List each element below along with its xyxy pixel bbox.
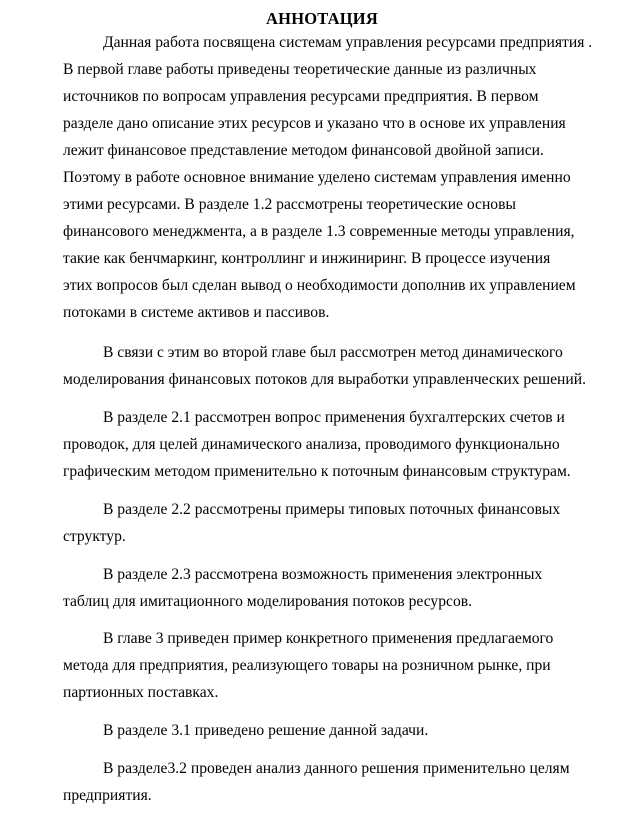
paragraph-line: В первой главе работы приведены теоретические данные из различных (63, 61, 537, 78)
paragraph-line: В разделе 2.2 рассмотрены примеры типовых поточных финансовых (103, 501, 561, 518)
paragraph-line: партионных поставках. (63, 684, 219, 701)
paragraph-line: такие как бенчмаркинг, контроллинг и инжиниринг. В процессе изучения (63, 250, 551, 267)
paragraph-line: лежит финансовое представление методом финансовой двойной записи. (63, 142, 544, 159)
page-title: АННОТАЦИЯ (266, 9, 378, 28)
paragraph-line: В главе 3 приведен пример конкретного применения предлагаемого (103, 630, 554, 647)
paragraph-line: графическим методом применительно к поточным финансовым структурам. (63, 463, 571, 480)
paragraph-line: таблиц для имитационного моделирования потоков ресурсов. (63, 593, 473, 610)
paragraph-line: структур. (63, 528, 126, 545)
paragraph-line: проводок, для целей динамического анализа, проводимого функционально (63, 436, 560, 453)
paragraph-line: моделирования финансовых потоков для выработки управленческих решений. (63, 371, 586, 388)
paragraph-line: В разделе 2.1 рассмотрен вопрос применения бухгалтерских счетов и (103, 409, 565, 426)
paragraph-line: В разделе3.2 проведен анализ данного решения применительно целям (103, 760, 570, 777)
paragraph-line: этих вопросов был сделан вывод о необходимости дополнив их управлением (63, 277, 576, 294)
paragraph-line: разделе дано описание этих ресурсов и указано что в основе их управления (63, 115, 566, 132)
paragraph-line: потоками в системе активов и пассивов. (63, 304, 330, 321)
paragraph-line: Данная работа посвящена системам управления ресурсами предприятия . (103, 34, 593, 51)
paragraph-line: В связи с этим во второй главе был рассмотрен метод динамического (103, 344, 563, 361)
paragraph-line: этими ресурсами. В разделе 1.2 рассмотрены теоретические основы (63, 196, 516, 213)
paragraph-line: метода для предприятия, реализующего товары на розничном рынке, при (63, 657, 551, 674)
paragraph-line: В разделе 3.1 приведено решение данной задачи. (103, 722, 429, 739)
paragraph-line: предприятия. (63, 787, 152, 804)
paragraph-line: финансового менеджмента, а в разделе 1.3 современные методы управления, (63, 223, 575, 240)
paragraph-line: источников по вопросам управления ресурсами предприятия. В первом (63, 88, 539, 105)
paragraph-line: В разделе 2.3 рассмотрена возможность применения электронных (103, 566, 543, 583)
paragraph-line: Поэтому в работе основное внимание уделено системам управления именно (63, 169, 571, 186)
